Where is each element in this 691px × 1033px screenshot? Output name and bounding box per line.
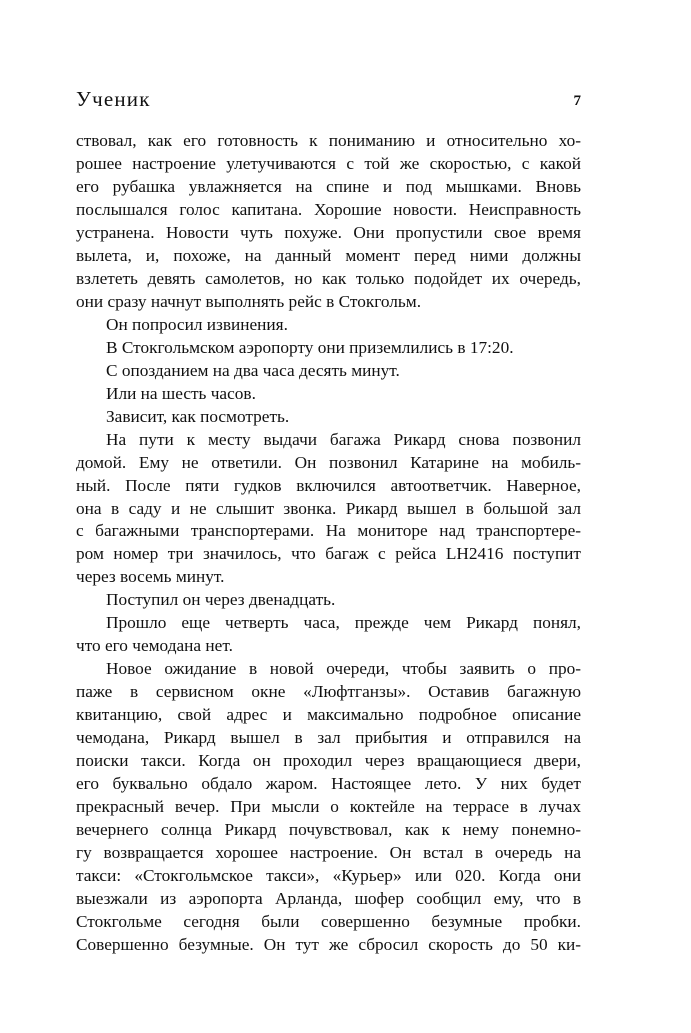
text-line: рошее настроение улетучиваются с той же скоростью, с какой bbox=[76, 153, 581, 173]
text-line: ный. После пяти гудков включился автоответчик. Наверное, bbox=[76, 475, 581, 495]
text-line: Новое ожидание в новой очереди, чтобы заявить о про- bbox=[106, 659, 581, 679]
text-line: послышался голос капитана. Хорошие новости. Неисправность bbox=[76, 199, 581, 219]
text-line: взлететь девять самолетов, но как только подойдет их очередь, bbox=[76, 268, 581, 288]
text-line: квитанцию, свой адрес и максимально подробное описание bbox=[76, 705, 581, 725]
text-line: вылета, и, похоже, на данный момент перед ними должны bbox=[76, 245, 581, 265]
text-line: Совершенно безумные. Он тут же сбросил скорость до 50 ки- bbox=[76, 934, 581, 954]
text-line: они сразу начнут выполнять рейс в Стокгольм. bbox=[76, 291, 422, 311]
text-line: Поступил он через двенадцать. bbox=[106, 590, 336, 610]
page-number: 7 bbox=[573, 93, 581, 109]
text-line: ствовал, как его готовность к пониманию и относительно хо- bbox=[76, 131, 581, 150]
text-line: что его чемодана нет. bbox=[76, 636, 233, 656]
text-line: В Стокгольмском аэропорту они приземлились в 17:20. bbox=[106, 337, 514, 357]
text-line: выезжали из аэропорта Арланда, шофер сообщил ему, что в bbox=[76, 888, 581, 908]
running-title: Ученик bbox=[76, 87, 151, 111]
text-line: поиски такси. Когда он проходил через вращающиеся двери, bbox=[76, 751, 581, 771]
text-line: вечернего солнца Рикард почувствовал, как к нему понемно- bbox=[76, 820, 581, 840]
body-text bbox=[76, 130, 581, 957]
page-header bbox=[76, 84, 581, 114]
text-line: гу возвращается хорошее настроение. Он встал в очередь на bbox=[76, 843, 581, 863]
text-line: чемодана, Рикард вышел в зал прибытия и отправился на bbox=[76, 728, 581, 748]
text-line: через восемь минут. bbox=[76, 567, 225, 587]
text-line: Он попросил извинения. bbox=[106, 314, 288, 334]
text-line: Или на шесть часов. bbox=[106, 383, 256, 403]
text-line: такси: «Стокгольмское такси», «Курьер» или 020. Когда они bbox=[76, 866, 581, 885]
text-line: паже в сервисном окне «Люфтганзы». Оставив багажную bbox=[76, 682, 581, 702]
text-line: Прошло еще четверть часа, прежде чем Рикард понял, bbox=[106, 613, 581, 633]
text-line: устранена. Новости чуть похуже. Они пропустили свое время bbox=[76, 222, 581, 242]
text-line: Стокгольме сегодня были совершенно безумные пробки. bbox=[76, 911, 581, 931]
text-line: С опозданием на два часа десять минут. bbox=[106, 360, 400, 380]
text-line: его буквально обдало жаром. Настоящее лето. У них будет bbox=[76, 774, 581, 794]
text-line: На пути к месту выдачи багажа Рикард снова позвонил bbox=[106, 429, 581, 449]
text-line: Зависит, как посмотреть. bbox=[106, 406, 290, 426]
text-line: прекрасный вечер. При мысли о коктейле на террасе в лучах bbox=[76, 797, 581, 817]
text-line: с багажными транспортерами. На мониторе над транспортере- bbox=[76, 521, 581, 541]
text-line: она в саду и не слышит звонка. Рикард вышел в большой зал bbox=[76, 498, 581, 518]
text-line: домой. Ему не ответили. Он позвонил Катарине на мобиль- bbox=[76, 452, 581, 472]
text-line: его рубашка увлажняется на спине и под мышками. Вновь bbox=[76, 176, 581, 196]
text-line: ром номер три значилось, что багаж с рейса LH2416 поступит bbox=[76, 544, 581, 564]
